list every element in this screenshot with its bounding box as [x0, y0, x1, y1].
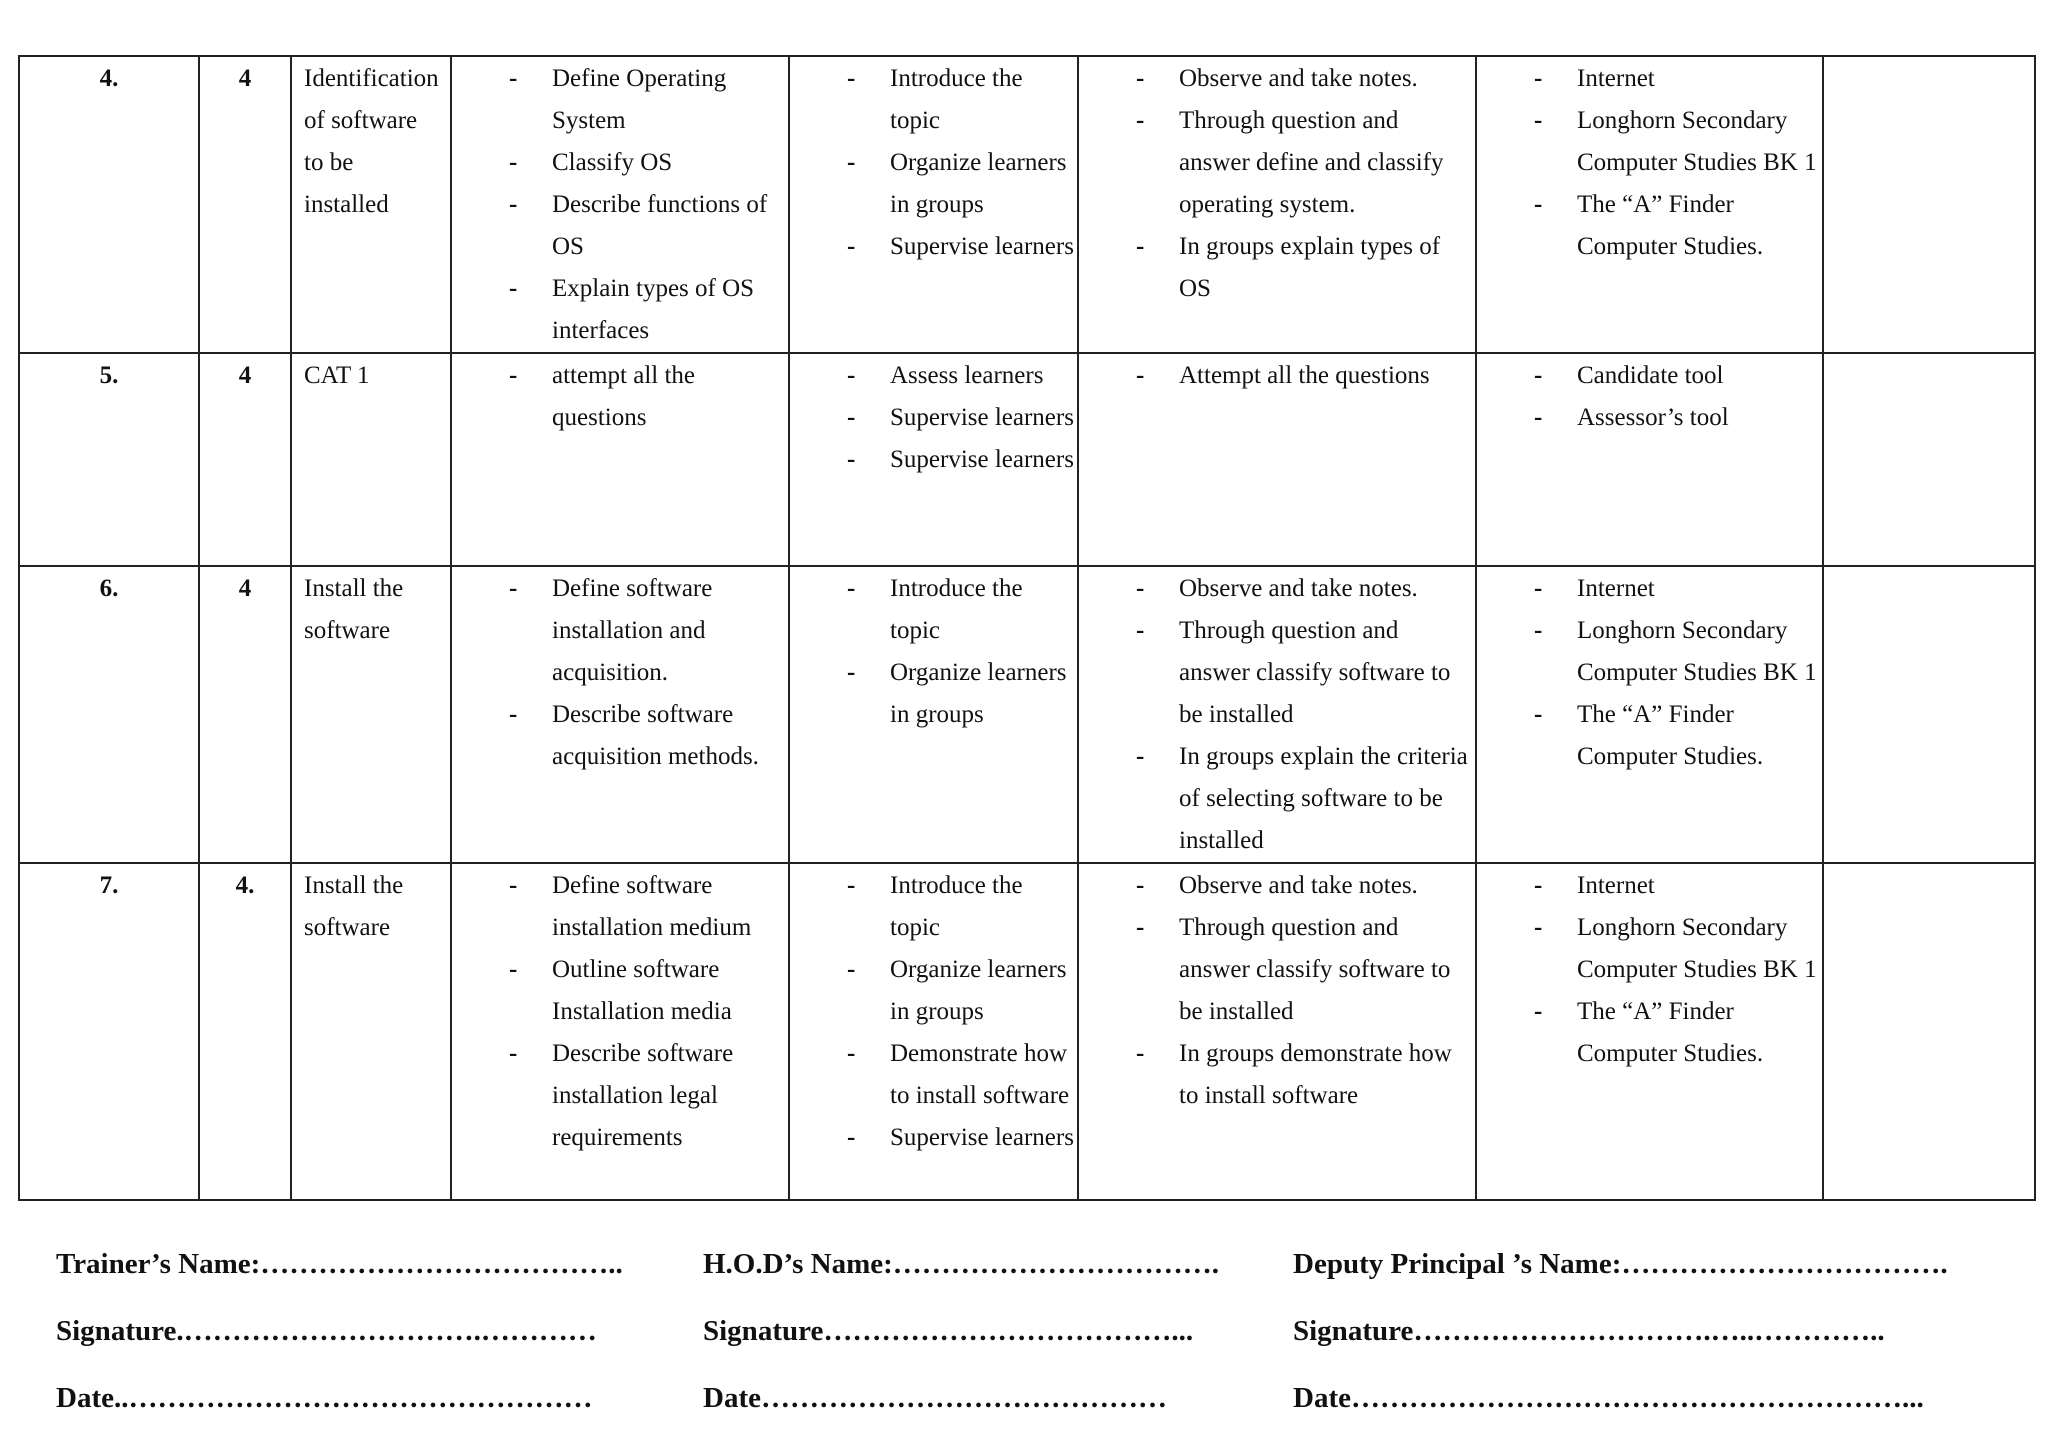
list-item: - Observe and take notes.	[1079, 568, 1475, 610]
list-item: - attempt all the questions	[452, 355, 788, 439]
week-cell: 6.	[19, 566, 199, 863]
lesson-cell: 4.	[199, 863, 291, 1200]
remarks-cell	[1823, 566, 2035, 863]
table-row	[19, 566, 2035, 863]
list-item: - In groups explain the criteria of selecting software to be installed	[1079, 736, 1475, 862]
list-item: - The “A” Finder Computer Studies.	[1477, 184, 1822, 268]
trainer-activities-cell	[789, 56, 1078, 353]
trainer-signature-field: Signature.………………………….…………	[56, 1315, 597, 1347]
deputy-principal-date-field: Date…………………………………………………...	[1293, 1382, 1924, 1414]
lesson-cell: 4	[199, 56, 291, 353]
deputy-principal-signature-field: Signature………………………….…..…………..	[1293, 1315, 1885, 1347]
list-item: - Observe and take notes.	[1079, 58, 1475, 100]
resources-cell	[1476, 566, 1823, 863]
topic-cell: Install the software	[291, 566, 451, 863]
trainer-name-field: Trainer’s Name:………………………………..	[56, 1248, 623, 1280]
remarks-cell	[1823, 863, 2035, 1200]
list-item: - Attempt all the questions	[1079, 355, 1475, 397]
list-item: - Assess learners	[790, 355, 1077, 397]
list-item: - In groups explain types of OS	[1079, 226, 1475, 310]
week-cell: 4.	[19, 56, 199, 353]
resources-cell	[1476, 863, 1823, 1200]
list-item: - Define Operating System	[452, 58, 788, 142]
list-item: - Internet	[1477, 865, 1822, 907]
list-item: - Supervise learners	[790, 1117, 1077, 1159]
list-item: - The “A” Finder Computer Studies.	[1477, 694, 1822, 778]
learner-activities-cell	[1078, 566, 1476, 863]
scheme-of-work-table	[18, 55, 2036, 1201]
table-row	[19, 863, 2035, 1200]
learner-activities-cell	[1078, 863, 1476, 1200]
hod-date-field: Date……………………………………	[703, 1382, 1167, 1414]
objectives-cell	[451, 566, 789, 863]
trainer-date-field: Date..…………………………………………	[56, 1382, 593, 1414]
list-item: - Longhorn Secondary Computer Studies BK 1	[1477, 610, 1822, 694]
list-item: - Internet	[1477, 568, 1822, 610]
topic-cell: CAT 1	[291, 353, 451, 566]
list-item: - Describe software installation legal requirements	[452, 1033, 788, 1159]
list-item: - Introduce the topic	[790, 58, 1077, 142]
hod-signature-field: Signature………………………………...	[703, 1315, 1194, 1347]
list-item: - Candidate tool	[1477, 355, 1822, 397]
lesson-cell: 4	[199, 353, 291, 566]
hod-name-field: H.O.D’s Name:…………………………….	[703, 1248, 1220, 1280]
list-item: - Explain types of OS interfaces	[452, 268, 788, 352]
list-item: - Introduce the topic	[790, 568, 1077, 652]
list-item: - Define software installation medium	[452, 865, 788, 949]
resources-cell	[1476, 353, 1823, 566]
list-item: - Classify OS	[452, 142, 788, 184]
list-item: - Internet	[1477, 58, 1822, 100]
table-body	[19, 56, 2035, 1200]
table-row	[19, 353, 2035, 566]
trainer-activities-cell	[789, 863, 1078, 1200]
topic-cell: Identification of software to be installed	[291, 56, 451, 353]
list-item: - Define software installation and acquisition.	[452, 568, 788, 694]
trainer-activities-cell	[789, 566, 1078, 863]
objectives-cell	[451, 863, 789, 1200]
list-item: - Through question and answer classify software to be installed	[1079, 610, 1475, 736]
list-item: - Supervise learners	[790, 439, 1077, 481]
resources-cell	[1476, 56, 1823, 353]
learner-activities-cell	[1078, 56, 1476, 353]
list-item: - Supervise learners	[790, 226, 1077, 268]
deputy-principal-name-field: Deputy Principal ’s Name:…………………………….	[1293, 1248, 1948, 1280]
list-item: - Assessor’s tool	[1477, 397, 1822, 439]
list-item: - Longhorn Secondary Computer Studies BK 1	[1477, 907, 1822, 991]
list-item: - The “A” Finder Computer Studies.	[1477, 991, 1822, 1075]
objectives-cell	[451, 353, 789, 566]
trainer-activities-cell	[789, 353, 1078, 566]
week-cell: 7.	[19, 863, 199, 1200]
list-item: - Organize learners in groups	[790, 949, 1077, 1033]
list-item: - Longhorn Secondary Computer Studies BK 1	[1477, 100, 1822, 184]
list-item: - Describe software acquisition methods.	[452, 694, 788, 778]
objectives-cell	[451, 56, 789, 353]
list-item: - Through question and answer classify software to be installed	[1079, 907, 1475, 1033]
list-item: - Introduce the topic	[790, 865, 1077, 949]
list-item: - Demonstrate how to install software	[790, 1033, 1077, 1117]
remarks-cell	[1823, 353, 2035, 566]
lesson-cell: 4	[199, 566, 291, 863]
list-item: - Outline software Installation media	[452, 949, 788, 1033]
list-item: - Supervise learners	[790, 397, 1077, 439]
learner-activities-cell	[1078, 353, 1476, 566]
week-cell: 5.	[19, 353, 199, 566]
list-item: - Describe functions of OS	[452, 184, 788, 268]
list-item: - Observe and take notes.	[1079, 865, 1475, 907]
list-item: - In groups demonstrate how to install software	[1079, 1033, 1475, 1117]
list-item: - Organize learners in groups	[790, 142, 1077, 226]
remarks-cell	[1823, 56, 2035, 353]
list-item: - Through question and answer define and classify operating system.	[1079, 100, 1475, 226]
topic-cell: Install the software	[291, 863, 451, 1200]
list-item: - Organize learners in groups	[790, 652, 1077, 736]
table-row	[19, 56, 2035, 353]
